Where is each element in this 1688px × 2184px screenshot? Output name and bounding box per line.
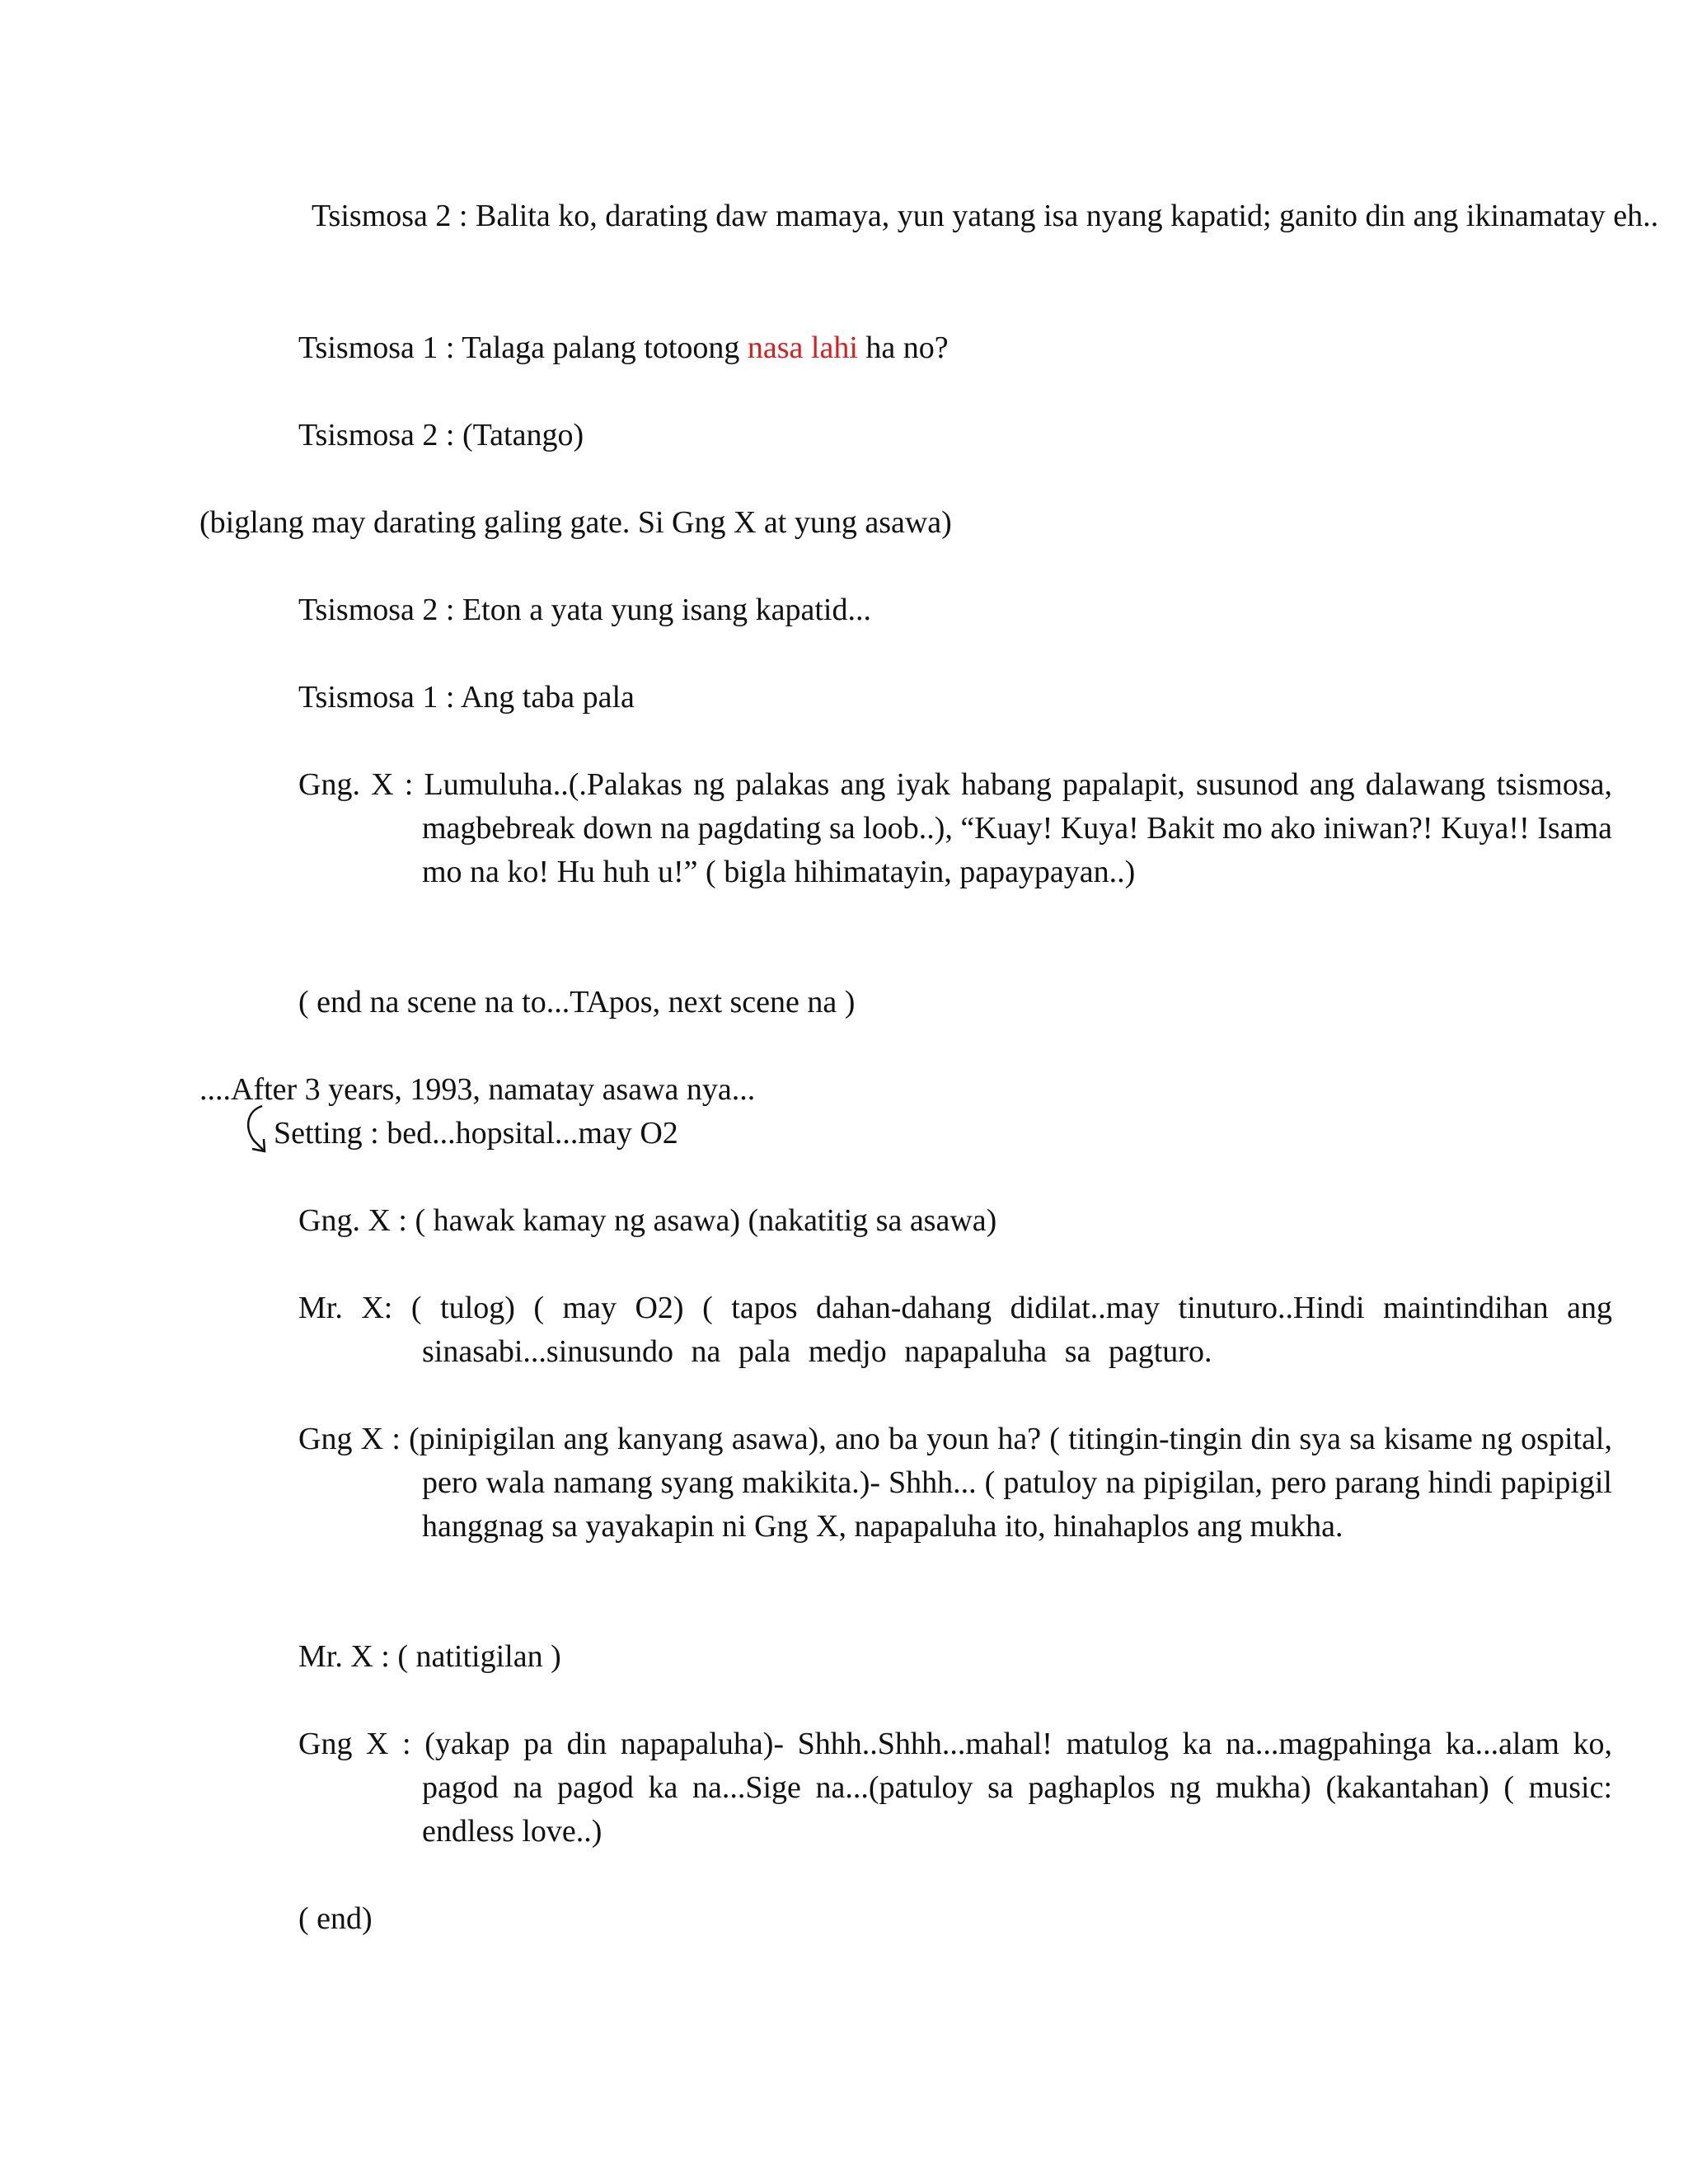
dialogue-mr-x-natitigilan: Mr. X : ( natitigilan )	[298, 1639, 561, 1674]
dialogue-text: (yakap pa din napapaluha)- Shhh..Shhh...mahal! matulog ka na...magpahinga ka...alam ko, pagod na pagod ka na...Sige na...(patuloy sa paghaplos ng mukha) (kakantahan) ( music: endless love..)	[422, 1727, 1612, 1849]
speaker-label: Gng. X :	[298, 767, 414, 802]
dialogue-text: Balita ko, darating daw mamaya, yun yatang isa nyang kapatid; ganito din ang ikinamatay eh..	[475, 199, 1659, 233]
dialogue-tsismosa-1-taba: Tsismosa 1 : Ang taba pala	[298, 680, 635, 715]
scene-heading-after-3-years: ....After 3 years, 1993, namatay asawa nya...	[199, 1072, 756, 1107]
dialogue-mr-x-tulog	[298, 1286, 1612, 1374]
dialogue-tsismosa-1-talaga	[298, 326, 949, 370]
dialogue-text: Lumuluha..(.Palakas ng palakas ang iyak habang papalapit, susunod ang dalawang tsismosa, magbebreak down na pagdating sa loob..), “Kuay! Kuya! Bakit mo ako iniwan?! Kuya!! Isama mo na ko! Hu huh u!” ( bigla hihimatayin, papaypayan..)	[422, 767, 1612, 889]
dialogue-gng-x-lumuluha	[298, 763, 1612, 894]
speaker-label: Gng X :	[298, 1727, 411, 1761]
dialogue-gng-x-yakap	[298, 1722, 1612, 1854]
setting-line: Setting : bed...hopsital...may O2	[274, 1116, 678, 1151]
dialogue-text: ( tulog) ( may O2) ( tapos dahan-dahang didilat..may tinuturo..Hindi maintindihan ang sinasabi...sinusundo na pala medjo napapaluha sa pagturo.	[410, 1291, 1612, 1369]
dialogue-text-after: ha no?	[857, 330, 949, 365]
dialogue-tsismosa-2-eton: Tsismosa 2 : Eton a yata yung isang kapatid...	[298, 593, 871, 627]
dialogue-tsismosa-2-tatango: Tsismosa 2 : (Tatango)	[298, 418, 584, 452]
speaker-label: Gng X :	[298, 1422, 401, 1456]
dialogue-gng-x-pinipigilan	[298, 1418, 1612, 1549]
dialogue-tsismosa-2-balita	[312, 194, 1660, 238]
stage-direction-end: ( end)	[298, 1901, 373, 1936]
speaker-label: Mr. X:	[298, 1291, 393, 1325]
stage-direction-end-scene: ( end na scene na to...TApos, next scene na )	[298, 985, 856, 1019]
dialogue-text: (pinipigilan ang kanyang asawa), ano ba youn ha? ( titingin-tingin din sya sa kisame ng ospital, pero wala namang syang makikita.)- Shhh... ( patuloy na pipigilan, pero parang hindi papipigil hanggnag sa yayakapin ni Gng X, napapaluha ito, hinahaplos ang mukha.	[409, 1422, 1612, 1544]
dialogue-text-before: Tsismosa 1 : Talaga palang totoong	[298, 330, 748, 365]
speaker-label: Tsismosa 2 :	[312, 199, 468, 233]
curved-arrow-icon	[241, 1103, 274, 1155]
highlighted-text: nasa lahi	[747, 330, 858, 365]
dialogue-gng-x-hawak: Gng. X : ( hawak kamay ng asawa) (nakatitig sa asawa)	[298, 1203, 997, 1238]
stage-direction-arrival: (biglang may darating galing gate. Si Gng X at yung asawa)	[199, 505, 952, 540]
